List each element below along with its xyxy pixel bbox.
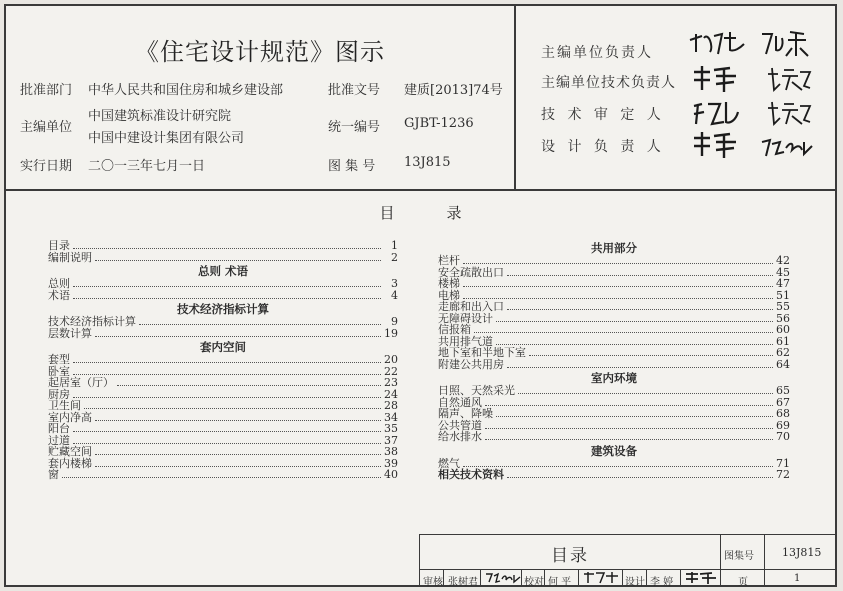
toc-entry-label: 共用排气道 (438, 334, 493, 348)
toc-leader-dots (73, 443, 381, 444)
toc-entry-label: 套内楼梯 (48, 456, 92, 470)
toc-entry-label: 电梯 (438, 288, 460, 302)
toc-entry[interactable] (48, 252, 398, 264)
toc-leader-dots (95, 420, 381, 421)
title-block-atlas-value: 13J815 (782, 546, 822, 559)
toc-entry[interactable] (48, 435, 398, 447)
toc-entry[interactable] (438, 267, 790, 279)
toc-entry-label: 公共管道 (438, 418, 482, 432)
title-block-divider-1 (720, 535, 721, 586)
design-signature (684, 570, 718, 585)
toc-entry-page: 70 (776, 430, 790, 443)
toc-entry-page: 1 (391, 239, 398, 252)
toc-entry-label: 技术经济指标计算 (48, 315, 136, 328)
review-name: 张树君 (448, 577, 478, 588)
toc-entry-page: 9 (391, 315, 398, 328)
tb-sep-c (521, 569, 522, 586)
toc-section-heading: 总则 术语 (197, 264, 248, 278)
tb-sep-e (578, 569, 579, 586)
tb-sep-f (622, 569, 623, 586)
title-block-top-row (420, 535, 836, 570)
page-label: 页 (738, 577, 748, 588)
toc-leader-dots (507, 367, 773, 368)
toc-entry-label: 栏杆 (438, 254, 460, 267)
toc-entry[interactable] (48, 458, 398, 470)
toc-leader-dots (84, 408, 381, 409)
toc-entry-label: 附建公共用房 (438, 357, 504, 371)
toc-leader-dots (463, 298, 773, 299)
toc-entry[interactable] (438, 431, 790, 443)
approve-dept-value: 中华人民共和国住房和城乡建设部 (88, 83, 284, 98)
toc-entry-page: 42 (776, 254, 790, 267)
toc-entry-page: 69 (776, 418, 790, 432)
toc-leader-dots (62, 477, 381, 478)
toc-entry-page: 60 (776, 323, 790, 336)
toc-entry-page: 19 (384, 326, 398, 340)
toc-entry-page: 22 (384, 364, 398, 378)
toc-entry-page: 65 (776, 384, 790, 397)
toc-entry-label: 总则 (48, 277, 70, 290)
toc-entry[interactable] (48, 316, 398, 328)
toc-entry-page: 28 (384, 399, 398, 412)
editor-line-2: 中国中建设计集团有限公司 (88, 131, 245, 146)
toc-leader-dots (139, 324, 381, 325)
toc-entry-label: 无障碍设计 (438, 311, 493, 325)
toc-entry-page: 35 (384, 422, 398, 435)
toc-entry[interactable] (48, 389, 398, 401)
effective-date-value: 二〇一三年七月一日 (88, 159, 206, 174)
toc-entry-label: 安全疏散出口 (438, 265, 504, 279)
toc-entry-label: 窗 (48, 468, 59, 481)
toc-leader-dots (463, 286, 773, 287)
toc-entry-label: 过道 (48, 433, 70, 447)
toc-leader-dots (95, 336, 381, 337)
toc-entry-label: 厨房 (48, 387, 70, 401)
tb-sep-a (443, 569, 444, 586)
toc-entry-label: 相关技术资料 (438, 468, 504, 481)
toc-entry-page: 24 (384, 387, 398, 401)
tb-sep-b (480, 569, 481, 586)
signature-3a (690, 98, 740, 128)
toc-leader-dots (73, 397, 381, 398)
toc-left-column (48, 240, 398, 481)
toc-entry-label: 术语 (48, 288, 70, 302)
role-design-lead: 设 计 负 责 人 (541, 139, 665, 155)
toc-entry-label: 套型 (48, 353, 70, 366)
toc-leader-dots (485, 428, 773, 429)
atlas-no-label: 图 集 号 (328, 159, 376, 174)
toc-leader-dots (73, 286, 381, 287)
signature-1b (758, 28, 813, 60)
toc-entry-page: 71 (776, 456, 790, 470)
signature-4a (690, 130, 742, 160)
toc-leader-dots (73, 298, 381, 299)
toc-entry-page: 3 (391, 277, 398, 290)
toc-leader-dots (95, 260, 381, 261)
toc-leader-dots (518, 393, 773, 394)
toc-section-heading: 室内环境 (591, 371, 637, 385)
review-signature (484, 570, 522, 585)
design-label: 设计 (625, 577, 645, 588)
page-value: 1 (794, 573, 801, 584)
toc-entry[interactable] (438, 420, 790, 432)
toc-entry[interactable] (48, 354, 398, 366)
check-signature (582, 570, 622, 585)
toc-entry-page: 55 (776, 300, 790, 313)
toc-entry-page: 34 (384, 410, 398, 424)
toc-section-heading: 套内空间 (200, 340, 246, 354)
toc-entry-page: 68 (776, 407, 790, 420)
toc-entry-label: 信报箱 (438, 323, 471, 336)
toc-entry-page: 61 (776, 334, 790, 348)
toc-entry[interactable] (438, 278, 790, 290)
atlas-title: 《住宅设计规范》图示 (135, 38, 385, 66)
toc-leader-dots (529, 355, 773, 356)
toc-entry-page: 64 (776, 357, 790, 371)
effective-date-label: 实行日期 (20, 159, 73, 174)
toc-entry[interactable] (438, 324, 790, 336)
toc-entry-page: 37 (384, 433, 398, 447)
toc-entry-label: 目录 (48, 239, 70, 252)
editor-label: 主编单位 (20, 120, 73, 135)
cover-header (6, 6, 835, 191)
toc-entry-label: 地下室和半地下室 (438, 346, 526, 359)
drawing-sheet (4, 4, 837, 587)
toc-section-heading: 技术经济指标计算 (177, 302, 269, 316)
toc-entry-page: 38 (384, 445, 398, 458)
toc-leader-dots (73, 248, 381, 249)
toc-entry[interactable] (438, 469, 790, 481)
signature-3b (764, 98, 812, 128)
toc-entry[interactable] (48, 423, 398, 435)
toc-entry[interactable] (48, 446, 398, 458)
toc-entry-label: 隔声、降噪 (438, 407, 493, 420)
signature-1a (688, 28, 748, 58)
header-divider (514, 6, 516, 189)
toc-entry[interactable] (48, 328, 398, 340)
toc-entry[interactable] (438, 385, 790, 397)
signature-2b (764, 64, 812, 94)
toc-entry[interactable] (438, 359, 790, 371)
title-block (419, 534, 836, 586)
toc-entry[interactable] (48, 412, 398, 424)
tb-sep-d (544, 569, 545, 586)
toc-entry-label: 阳台 (48, 422, 70, 435)
toc-entry-page: 23 (384, 376, 398, 389)
toc-entry-label: 日照、天然采光 (438, 384, 515, 397)
toc-entry[interactable] (438, 255, 790, 267)
toc-leader-dots (117, 385, 381, 386)
toc-entry-label: 室内净高 (48, 410, 92, 424)
toc-leader-dots (507, 275, 773, 276)
toc-entry[interactable] (48, 240, 398, 252)
toc-entry-page: 2 (391, 250, 398, 264)
toc-heading: 目录 (379, 204, 514, 222)
toc-leader-dots (496, 344, 773, 345)
toc-entry-label: 编制说明 (48, 250, 92, 264)
tb-sep-h (680, 569, 681, 586)
toc-entry-label: 卧室 (48, 364, 70, 378)
signature-2a (690, 64, 742, 94)
role-chief-editor: 主编单位负责人 (541, 45, 653, 61)
unified-no-value: GJBT-1236 (404, 116, 474, 131)
toc-entry[interactable] (438, 313, 790, 325)
toc-entry-page: 20 (384, 353, 398, 366)
toc-leader-dots (485, 439, 773, 440)
unified-no-label: 统一编号 (328, 120, 381, 135)
toc-leader-dots (73, 362, 381, 363)
role-technical-reviewer: 技 术 审 定 人 (541, 107, 665, 123)
toc-section-heading: 建筑设备 (591, 443, 637, 458)
toc-entry-label: 起居室（厅） (48, 376, 114, 389)
toc-entry[interactable] (48, 290, 398, 302)
tb-sep-g (646, 569, 647, 586)
atlas-no-value: 13J815 (404, 155, 451, 170)
toc-leader-dots (485, 405, 773, 406)
toc-leader-dots (463, 263, 773, 264)
check-name: 何 平 (548, 577, 572, 588)
toc-leader-dots (95, 466, 381, 467)
toc-entry-label: 自然通风 (438, 395, 482, 409)
toc-entry-page: 67 (776, 395, 790, 409)
toc-entry-label: 层数计算 (48, 326, 92, 340)
toc-leader-dots (463, 466, 773, 467)
review-label: 审核 (423, 577, 443, 588)
toc-entry[interactable] (438, 301, 790, 313)
title-block-title: 目录 (551, 546, 589, 566)
toc-entry-page: 72 (776, 468, 790, 481)
toc-leader-dots (507, 477, 773, 478)
toc-entry-label: 卫生间 (48, 399, 81, 412)
toc-leader-dots (95, 454, 381, 455)
toc-entry[interactable] (48, 278, 398, 290)
toc-entry[interactable] (48, 469, 398, 481)
toc-section-heading: 共用部分 (591, 241, 637, 255)
toc-entry[interactable] (438, 347, 790, 359)
role-technical-lead: 主编单位技术负责人 (541, 75, 676, 91)
check-label: 校对 (524, 577, 544, 588)
toc-entry-label: 燃气 (438, 456, 460, 470)
title-block-atlas-label: 图集号 (724, 551, 754, 562)
approve-doc-label: 批准文号 (328, 83, 381, 98)
toc-entry-page: 45 (776, 265, 790, 279)
toc-entry-page: 40 (384, 468, 398, 481)
page-shadow (6, 526, 419, 583)
toc-entry-label: 贮藏空间 (48, 445, 92, 458)
signature-4b (758, 134, 814, 160)
toc-entry-page: 39 (384, 456, 398, 470)
toc-leader-dots (73, 374, 381, 375)
toc-entry-label: 给水排水 (438, 430, 482, 443)
toc-entry-page: 47 (776, 277, 790, 290)
toc-leader-dots (73, 431, 381, 432)
design-name: 李 婷 (650, 577, 674, 588)
toc-entry[interactable] (48, 377, 398, 389)
toc-entry-label: 走廊和出入口 (438, 300, 504, 313)
toc-entry-page: 51 (776, 288, 790, 302)
toc-entry[interactable] (438, 408, 790, 420)
toc-leader-dots (507, 309, 773, 310)
toc-entry-page: 56 (776, 311, 790, 325)
toc-entry[interactable] (48, 400, 398, 412)
toc-entry-page: 4 (391, 288, 398, 302)
toc-entry-page: 62 (776, 346, 790, 359)
approve-dept-label: 批准部门 (20, 83, 73, 98)
toc-entry-label: 楼梯 (438, 277, 460, 290)
approve-doc-value: 建质[2013]74号 (404, 83, 503, 98)
toc-leader-dots (496, 321, 773, 322)
toc-right-column (438, 240, 790, 481)
toc-leader-dots (474, 332, 773, 333)
editor-line-1: 中国建筑标准设计研究院 (88, 109, 232, 124)
toc-leader-dots (496, 416, 773, 417)
title-block-divider-2 (764, 535, 765, 586)
